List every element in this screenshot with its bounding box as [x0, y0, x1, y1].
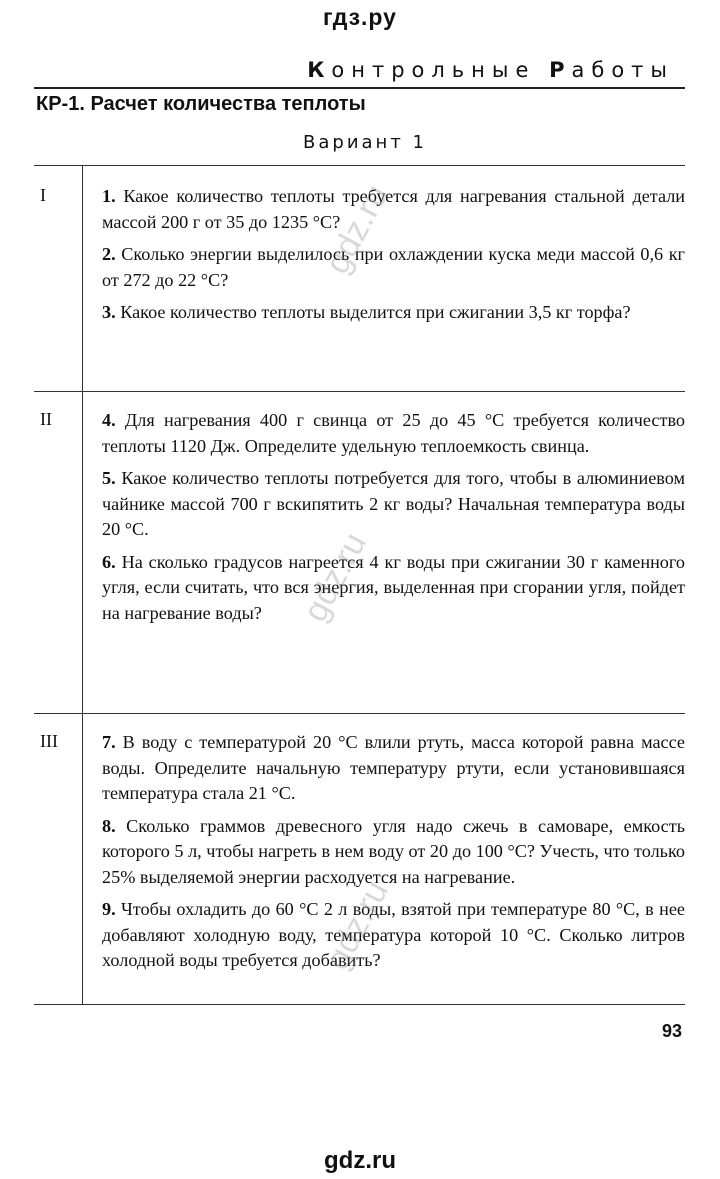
- problem-number: 2.: [102, 244, 116, 264]
- header-rule: [34, 87, 685, 89]
- level-label-1: I: [40, 185, 46, 205]
- section-header-initial-1: К: [307, 58, 332, 82]
- page-number: 93: [661, 1021, 682, 1041]
- problem: [102, 408, 685, 459]
- section-header-word-2: аботы: [571, 58, 674, 82]
- problem: [102, 184, 685, 235]
- section-header-word-1: онтрольные: [331, 58, 536, 82]
- level-1-problems: [102, 184, 685, 333]
- problem-number: 1.: [102, 186, 116, 206]
- site-footer: gdz.ru: [324, 1147, 396, 1174]
- problem-number: 5.: [102, 468, 116, 488]
- problem: [102, 466, 685, 543]
- problem-text: Сколько энергии выделилось при охлаждении куска меди массой 0,6 кг от 272 до 22 °С?: [102, 244, 686, 290]
- table-rule-top: [34, 165, 685, 166]
- problem: [102, 300, 685, 326]
- section-header-initial-2: Р: [549, 58, 572, 82]
- problem-number: 4.: [102, 410, 116, 430]
- watermark: gdz.ru: [318, 178, 396, 280]
- table-rule-2: [34, 713, 685, 714]
- problem-number: 6.: [102, 551, 116, 572]
- problem: [102, 814, 685, 891]
- watermark: gdz.ru: [296, 526, 374, 628]
- problem-number: 3.: [102, 302, 116, 322]
- problem-text: Чтобы охладить до 60 °С 2 л воды, взятой при температуре 80 °С, в нее добавляют холодную воду, температура которой 10 °С. Сколько литров холодной воды требуется добавить?: [102, 899, 685, 970]
- watermark: gdz.ru: [318, 874, 396, 976]
- problem-number: 8.: [102, 815, 116, 836]
- table-rule-bottom: [34, 1004, 685, 1005]
- problem-number: 7.: [102, 732, 116, 752]
- level-label-3: III: [40, 731, 58, 751]
- problem-text: Какое количество теплоты потребуется для того, чтобы в алюминиевом чайнике массой 700 г вскипятить 2 кг воды? Начальная температура воды 20 °С.: [102, 468, 686, 539]
- variant-title: Вариант 1: [303, 132, 427, 153]
- problem-text: На сколько градусов нагреется 4 кг воды при сжигании 30 г каменного угля, если считать, что вся энергия, выделенная при сгорании угля, пойдет на нагревание воды?: [102, 551, 686, 623]
- table-column-divider: [82, 165, 83, 1005]
- problem: [102, 242, 685, 293]
- problem-text: В воду с температурой 20 °С влили ртуть, масса которой равна массе воды. Определите начальную температуру ртути, если установившаяся температура стала 21 °С.: [102, 732, 685, 803]
- problem: [102, 550, 685, 627]
- problem-text: Сколько граммов древесного угля надо сжечь в самоваре, емкость которого 5 л, чтобы нагреть в нем воду от 20 до 100 °С? Учесть, что только 25% выделяемой энергии расходуется на нагревание.: [102, 815, 685, 887]
- problem: [102, 730, 685, 807]
- work-title: КР-1. Расчет количества теплоты: [36, 93, 366, 115]
- level-3-problems: [102, 730, 685, 981]
- problem: [102, 897, 685, 974]
- section-header: [307, 58, 674, 82]
- table-rule-1: [34, 391, 685, 392]
- problem-number: 9.: [102, 899, 116, 919]
- level-label-2: II: [40, 409, 52, 429]
- problem-text: Какое количество теплоты требуется для нагревания стальной детали массой 200 г от 35 до 1235 °С?: [102, 186, 686, 232]
- problem-text: Для нагревания 400 г свинца от 25 до 45 °С требуется количество теплоты 1120 Дж. Определите удельную теплоемкость свинца.: [102, 410, 686, 456]
- problem-text: Какое количество теплоты выделится при сжигании 3,5 кг торфа?: [120, 302, 631, 322]
- site-header: гдз.ру: [323, 4, 397, 30]
- level-2-problems: [102, 408, 685, 633]
